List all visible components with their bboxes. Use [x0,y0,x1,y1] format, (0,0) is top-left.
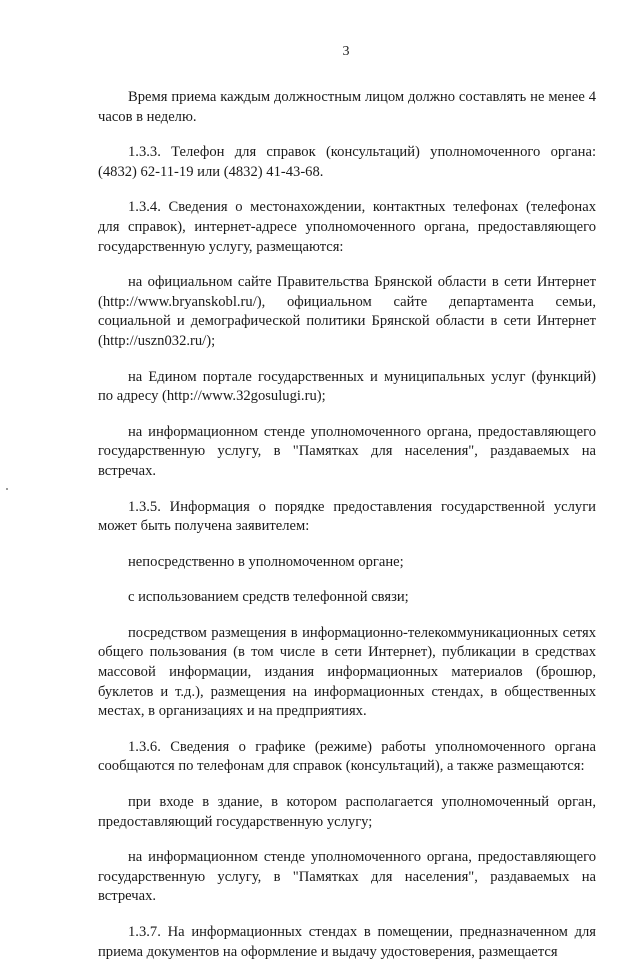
paragraph-directly: непосредственно в уполномоченном органе; [128,553,404,570]
paragraph-telephone: с использованием средств телефонной связи; [128,589,409,606]
paragraph-info-stand-2: на информационном стенде уполномоченного органа, предоставляющего государственную услугу, в "Памятках для населения", раздаваемых на встречах. [98,849,596,905]
paragraph-unified-portal: на Едином портале государственных и муниципальных услуг (функций) по адресу (http://www.32gosulugi.ru); [98,368,596,405]
paragraph-building-entrance: при входе в здание, в котором располагается уполномоченный орган, предоставляющий государственную услугу; [98,794,596,830]
paragraph-1-3-7-stands: 1.3.7. На информационных стендах в помещении, предназначенном для приема документов на оформление и выдачу удостоверения, размещается [98,924,596,960]
paragraph-1-3-3-phone: 1.3.3. Телефон для справок (консультаций) уполномоченного органа: (4832) 62-11-19 или (4832) 41-43-68. [98,144,596,180]
scan-artifact [6,488,8,490]
paragraph-1-3-5-info-order: 1.3.5. Информация о порядке предоставления государственной услуги может быть получена заявителем: [98,498,596,535]
paragraph-reception-time: Время приема каждым должностным лицом должно составлять не менее 4 часов в неделю. [98,89,596,125]
paragraph-media-placement: посредством размещения в информационно-телекоммуникационных сетях общего пользования (в том числе в сети Интернет), публикации в средствах массовой информации, издания информационных материалов (брошюр, буклетов и т.д.), размещения на информационных стендах, в общественных местах, в организациях и на предприятиях. [98,624,596,720]
paragraph-info-stand: на информационном стенде уполномоченного органа, предоставляющего государственную услугу, в "Памятках для населения", раздаваемых на встречах. [98,423,596,479]
paragraph-1-3-4-location-info: 1.3.4. Сведения о местонахождении, контактных телефонах (телефонах для справок), интернет-адресе уполномоченного органа, предоставляющего государственную услугу, размещаются: [98,199,596,255]
document-body [98,88,596,962]
paragraph-1-3-6-schedule: 1.3.6. Сведения о графике (режиме) работы уполномоченного органа сообщаются по телефонам для справок (консультаций), а также размещаются: [98,738,596,775]
page-number: 3 [342,44,350,59]
paragraph-official-site: на официальном сайте Правительства Брянской области в сети Интернет (http://www.bryanskobl.ru/), официальном сайте департамента семьи, социальной и демографической политики Брянской области в сети Интернет (http://uszn032.ru/); [98,274,596,349]
